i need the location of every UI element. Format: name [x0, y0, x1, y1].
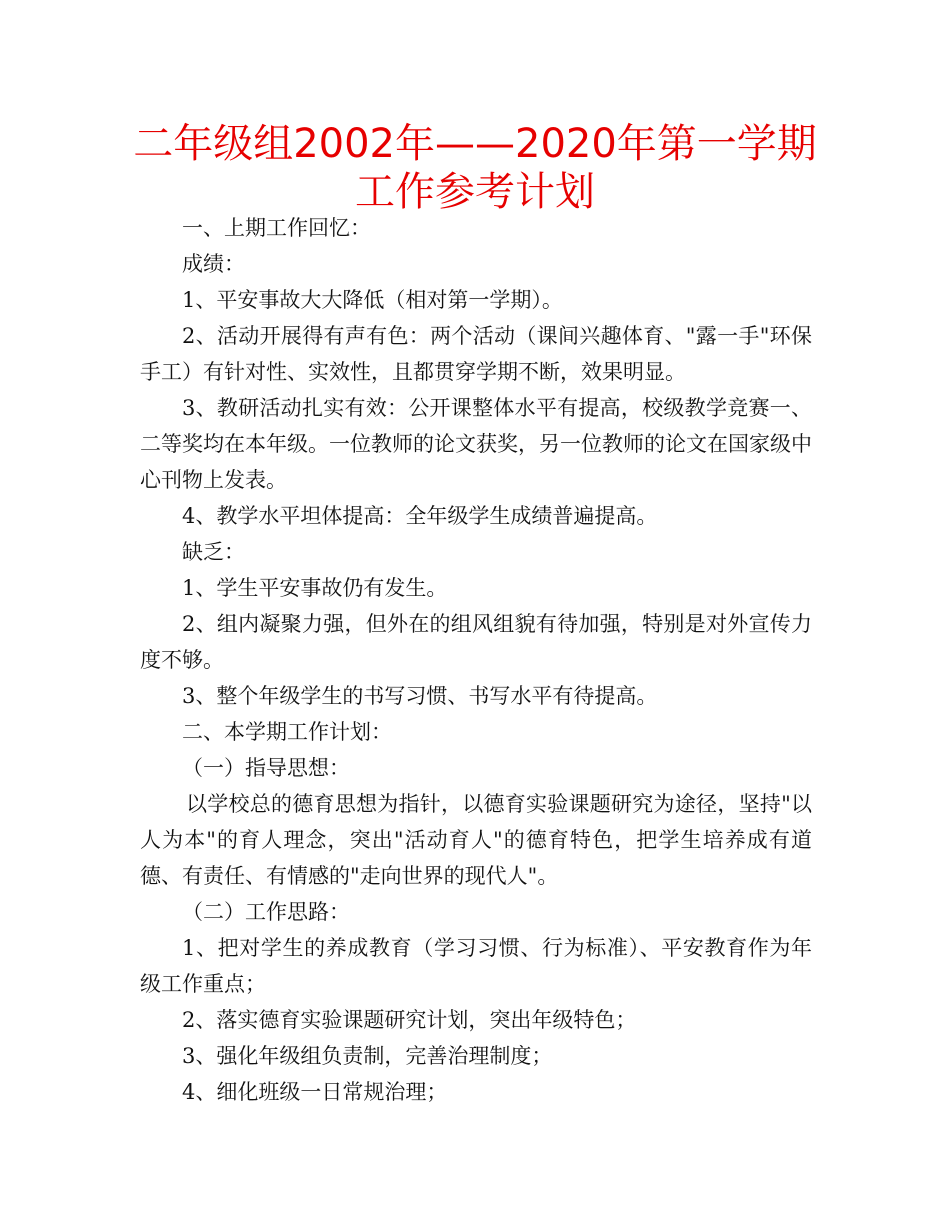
- list-item: 1、学生平安事故仍有发生。: [182, 576, 448, 600]
- list-item: 3、强化年级组负责制，完善治理制度；: [182, 1044, 553, 1068]
- list-item: 3、教研活动扎实有效：公开课整体水平有提高，校级教学竞赛一、二等奖均在本年级。一位教师的论文获奖，另一位教师的论文在国家级中心刊物上发表。: [140, 396, 812, 492]
- list-item: 2、活动开展得有声有色：两个活动（课间兴趣体育、"露一手"环保手工）有针对性、实效性，且都贯穿学期不断，效果明显。: [140, 324, 812, 384]
- list-item: 4、教学水平坦体提高：全年级学生成绩普遍提高。: [182, 504, 658, 528]
- list-item: 2、组内凝聚力强，但外在的组风组貌有待加强，特别是对外宣传力度不够。: [140, 612, 812, 672]
- list-item: 1、把对学生的养成教育（学习习惯、行为标准）、平安教育作为年级工作重点；: [140, 936, 812, 996]
- section-heading: 二、本学期工作计划：: [182, 720, 392, 744]
- body-paragraph: 以学校总的德育思想为指针，以德育实验课题研究为途径，坚持"以人为本"的育人理念，突出"活动育人"的德育特色，把学生培养成有道德、有责任、有情感的"走向世界的现代人"。: [140, 792, 812, 888]
- subsection-heading: （一）指导思想：: [182, 756, 350, 780]
- section-heading: 一、上期工作回忆：: [182, 216, 371, 240]
- document-title: 二年级组2002年——2020年第一学期工作参考计划: [133, 121, 817, 215]
- list-item: 4、细化班级一日常规治理；: [182, 1080, 448, 1104]
- list-item: 3、整个年级学生的书写习惯、书写水平有待提高。: [182, 684, 658, 708]
- subsection-label: 缺乏：: [182, 540, 245, 564]
- subsection-label: 成绩：: [182, 252, 245, 276]
- subsection-heading: （二）工作思路：: [182, 900, 350, 924]
- list-item: 1、平安事故大大降低（相对第一学期）。: [182, 288, 563, 312]
- document-body: [140, 210, 812, 1110]
- list-item: 2、落实德育实验课题研究计划，突出年级特色；: [182, 1008, 637, 1032]
